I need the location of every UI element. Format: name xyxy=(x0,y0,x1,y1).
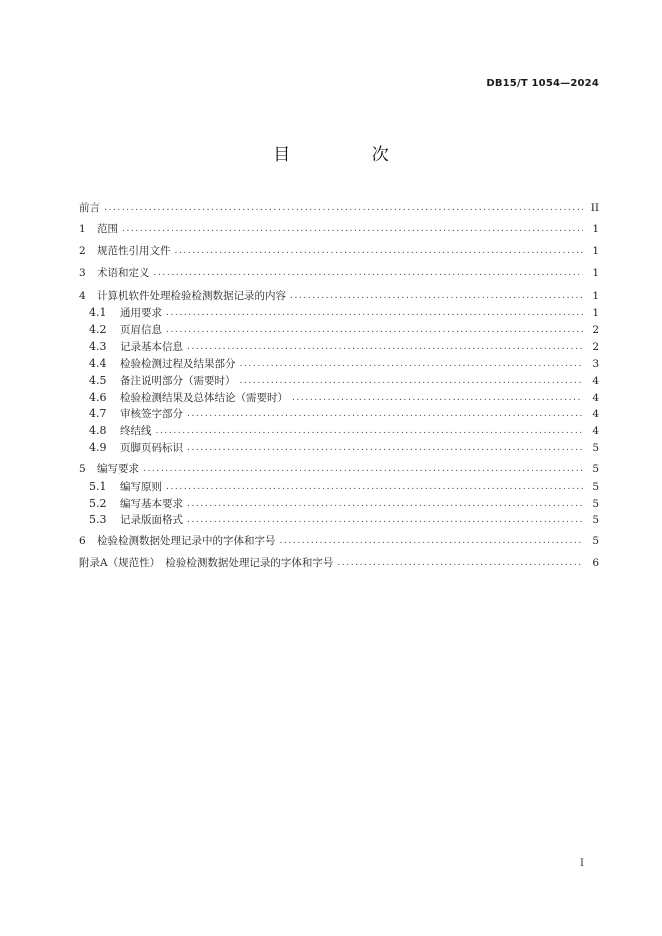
toc-leader-dots xyxy=(290,288,583,304)
toc-entry-page: 3 xyxy=(592,358,599,370)
toc-entry-text: 页眉信息 xyxy=(120,324,162,336)
toc-entry-number: 5 xyxy=(79,463,86,475)
toc-entry[interactable] xyxy=(89,305,599,321)
toc-entry-page: 1 xyxy=(592,245,599,257)
toc-entry-page: 1 xyxy=(592,290,599,302)
toc-entry-text: 前言 xyxy=(79,202,100,214)
toc-entry-text: 范围 xyxy=(97,223,118,235)
toc-entry-text: 检验检测结果及总体结论（需要时） xyxy=(120,392,288,404)
toc-entry-page: 4 xyxy=(592,392,599,404)
toc-entry-text: 页脚页码标识 xyxy=(120,442,183,454)
toc-entry-number: 5.1 xyxy=(89,480,107,493)
toc-entry[interactable] xyxy=(79,200,599,216)
toc-leader-dots xyxy=(166,322,583,338)
toc-entry-number: 4.9 xyxy=(89,441,107,454)
toc-entry-text: 记录基本信息 xyxy=(120,341,183,353)
toc-leader-dots xyxy=(166,305,583,321)
toc-entry[interactable] xyxy=(79,461,599,477)
toc-entry[interactable] xyxy=(89,479,599,495)
toc-entry-number: 6 xyxy=(79,535,86,547)
toc-leader-dots xyxy=(337,555,583,571)
toc-entry-text: 编写要求 xyxy=(97,463,139,475)
toc-entry[interactable] xyxy=(79,533,599,549)
toc-entry-text: 备注说明部分（需要时） xyxy=(120,375,236,387)
toc-entry-page: 5 xyxy=(592,463,599,475)
toc-entry-number: 4.7 xyxy=(89,407,107,420)
toc-entry-number: 5.3 xyxy=(89,513,107,526)
toc-leader-dots xyxy=(175,243,584,259)
toc-leader-dots xyxy=(156,423,584,439)
toc-entry-text: 终结线 xyxy=(120,425,152,437)
toc-entry-number: 5.2 xyxy=(89,497,107,510)
toc-leader-dots xyxy=(122,221,583,237)
toc-entry[interactable] xyxy=(79,555,599,571)
toc-entry-page: 2 xyxy=(592,324,599,336)
toc-entry-number: 4 xyxy=(79,290,86,302)
toc-entry-text: 检验检测过程及结果部分 xyxy=(120,358,236,370)
toc-entry-number: 4.2 xyxy=(89,323,107,336)
toc-entry-page: 1 xyxy=(592,223,599,235)
toc-entry-text: 计算机软件处理检验检测数据记录的内容 xyxy=(97,290,286,302)
toc-entry-page: II xyxy=(590,202,599,214)
toc-entry[interactable] xyxy=(89,512,599,528)
toc-entry-page: 2 xyxy=(592,341,599,353)
toc-entry-number: 4.3 xyxy=(89,340,107,353)
toc-leader-dots xyxy=(187,406,583,422)
toc-entry[interactable] xyxy=(89,406,599,422)
toc-entry[interactable] xyxy=(89,423,599,439)
toc-leader-dots xyxy=(292,390,583,406)
toc-entry-number: 4.4 xyxy=(89,357,107,370)
toc-entry-number: 2 xyxy=(79,245,86,257)
toc-entry-page: 5 xyxy=(592,442,599,454)
toc-entry-number: 1 xyxy=(79,223,86,235)
toc-entry[interactable] xyxy=(79,243,599,259)
toc-entry-number: 4.5 xyxy=(89,374,107,387)
toc-entry-page: 4 xyxy=(592,425,599,437)
toc-leader-dots xyxy=(166,479,583,495)
toc-leader-dots xyxy=(187,512,583,528)
toc-entry[interactable] xyxy=(89,356,599,372)
toc-entry[interactable] xyxy=(79,288,599,304)
toc-entry-text: 附录A（规范性） 检验检测数据处理记录的字体和字号 xyxy=(79,557,334,569)
toc-entry[interactable] xyxy=(79,221,599,237)
toc-entry-page: 5 xyxy=(592,514,599,526)
toc-entry-number: 3 xyxy=(79,267,86,279)
toc-entry[interactable] xyxy=(79,265,599,281)
toc-leader-dots xyxy=(154,265,584,281)
toc-entry-page: 5 xyxy=(592,535,599,547)
toc-entry-text: 检验检测数据处理记录中的字体和字号 xyxy=(97,535,276,547)
toc-entry[interactable] xyxy=(89,440,599,456)
toc-leader-dots xyxy=(187,496,583,512)
toc-leader-dots xyxy=(143,461,583,477)
toc-entry-page: 4 xyxy=(592,408,599,420)
toc-leader-dots xyxy=(280,533,584,549)
toc-entry[interactable] xyxy=(89,339,599,355)
toc-entry-page: 5 xyxy=(592,498,599,510)
toc-leader-dots xyxy=(187,339,583,355)
toc-entry-number: 4.6 xyxy=(89,391,107,404)
toc-entry[interactable] xyxy=(89,322,599,338)
page-number: I xyxy=(580,858,584,869)
toc-leader-dots xyxy=(240,356,584,372)
toc-entry-page: 5 xyxy=(592,481,599,493)
toc-leader-dots xyxy=(240,373,584,389)
document-code: DB15/T 1054—2024 xyxy=(486,78,599,89)
toc-entry[interactable] xyxy=(89,496,599,512)
page-title: 目 次 xyxy=(273,145,427,165)
toc-entry-page: 4 xyxy=(592,375,599,387)
toc-entry-page: 1 xyxy=(592,307,599,319)
toc-entry-text: 规范性引用文件 xyxy=(97,245,171,257)
toc-entry-text: 记录版面格式 xyxy=(120,514,183,526)
toc-entry-page: 6 xyxy=(592,557,599,569)
toc-leader-dots xyxy=(187,440,583,456)
toc-leader-dots xyxy=(104,200,583,216)
toc-entry-text: 编写原则 xyxy=(120,481,162,493)
toc-entry-text: 术语和定义 xyxy=(97,267,150,279)
toc-entry-page: 1 xyxy=(592,267,599,279)
toc-entry-text: 编写基本要求 xyxy=(120,498,183,510)
toc-entry[interactable] xyxy=(89,390,599,406)
toc-entry-text: 通用要求 xyxy=(120,307,162,319)
toc-entry-number: 4.8 xyxy=(89,424,107,437)
toc-entry-number: 4.1 xyxy=(89,306,107,319)
toc-entry-text: 审核签字部分 xyxy=(120,408,183,420)
toc-entry[interactable] xyxy=(89,373,599,389)
